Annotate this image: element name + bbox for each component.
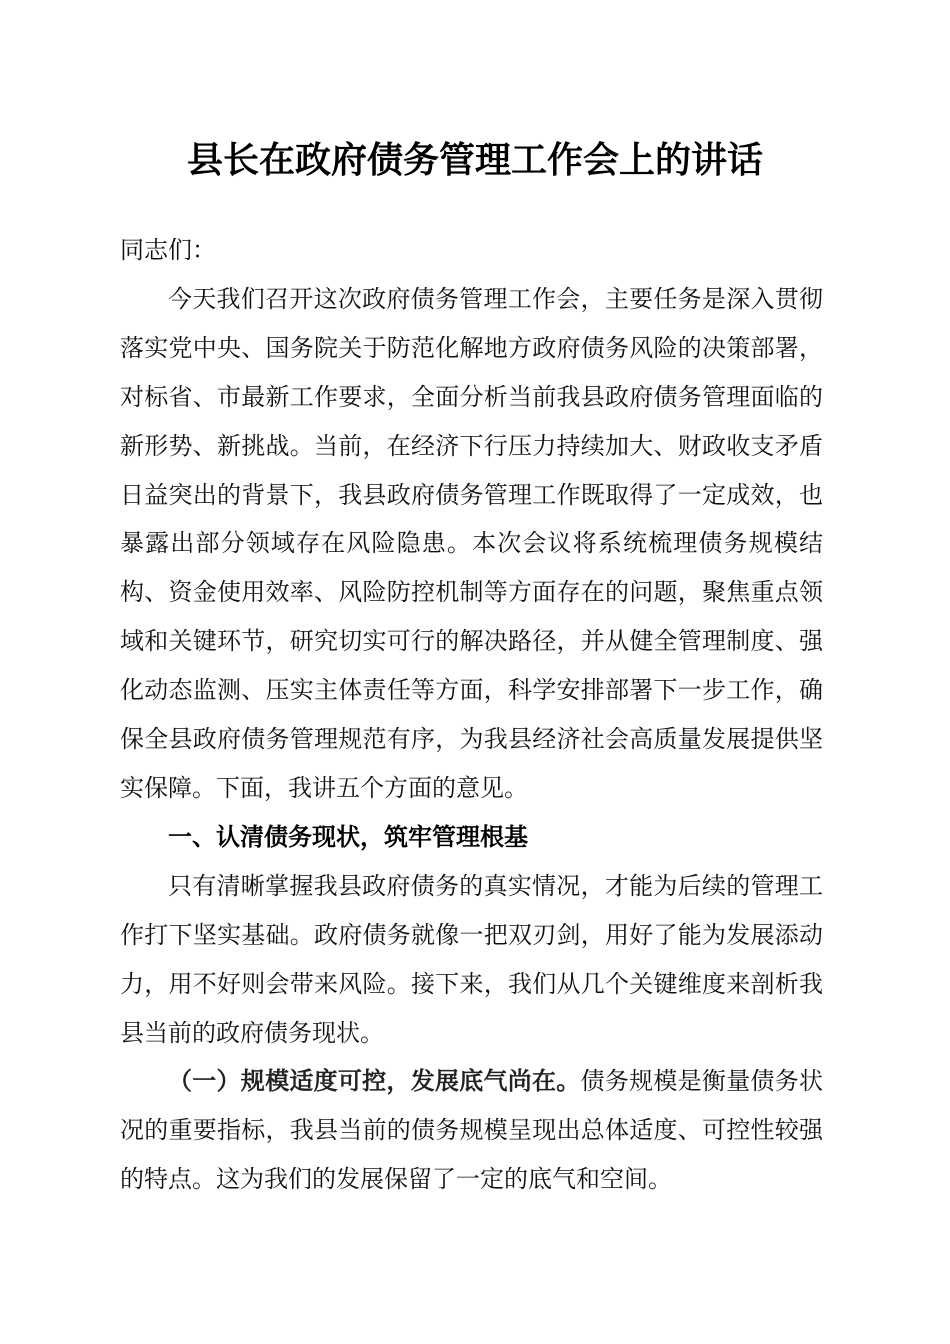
intro-paragraph: 今天我们召开这次政府债务管理工作会，主要任务是深入贯彻落实党中央、国务院关于防范化解地方政府债务风险的决策部署，对标省、市最新工作要求，全面分析当前我县政府债务管理面临的新形势、新挑战。当前，在经济下行压力持续加大、财政收支矛盾日益突出的背景下，我县政府债务管理工作既取得了一定成效，也暴露出部分领域存在风险隐患。本次会议将系统梳理债务规模结构、资金使用效率、风险防控机制等方面存在的问题，聚焦重点领域和关键环节，研究切实可行的解决路径，并从健全管理制度、强化动态监测、压实主体责任等方面，科学安排部署下一步工作，确保全县政府债务管理规范有序，为我县经济社会高质量发展提供坚实保障。下面，我讲五个方面的意见。 bbox=[120, 284, 823, 802]
section-1-paragraph: 只有清晰掌握我县政府债务的真实情况，才能为后续的管理工作打下坚实基础。政府债务就像一把双刃剑，用好了能为发展添动力，用不好则会带来风险。接下来，我们从几个关键维度来剖析我县当前的政府债务现状。 bbox=[120, 871, 823, 1047]
section-1-heading: 一、认清债务现状，筑牢管理根基 bbox=[168, 822, 528, 851]
salutation: 同志们： bbox=[120, 236, 216, 264]
subsection-1-paragraph bbox=[120, 1057, 823, 1204]
subsection-1-heading: （一）规模适度可控，发展底气尚在。 bbox=[168, 1067, 581, 1096]
subsection-1-text: 债务规模是衡量债务状况的重要指标，我县当前的债务规模呈现出总体适度、可控性较强的特点。这为我们的发展保留了一定的底气和空间。 bbox=[120, 1067, 824, 1194]
document-title: 县长在政府债务管理工作会上的讲话 bbox=[186, 139, 763, 181]
document-body bbox=[120, 226, 823, 1204]
